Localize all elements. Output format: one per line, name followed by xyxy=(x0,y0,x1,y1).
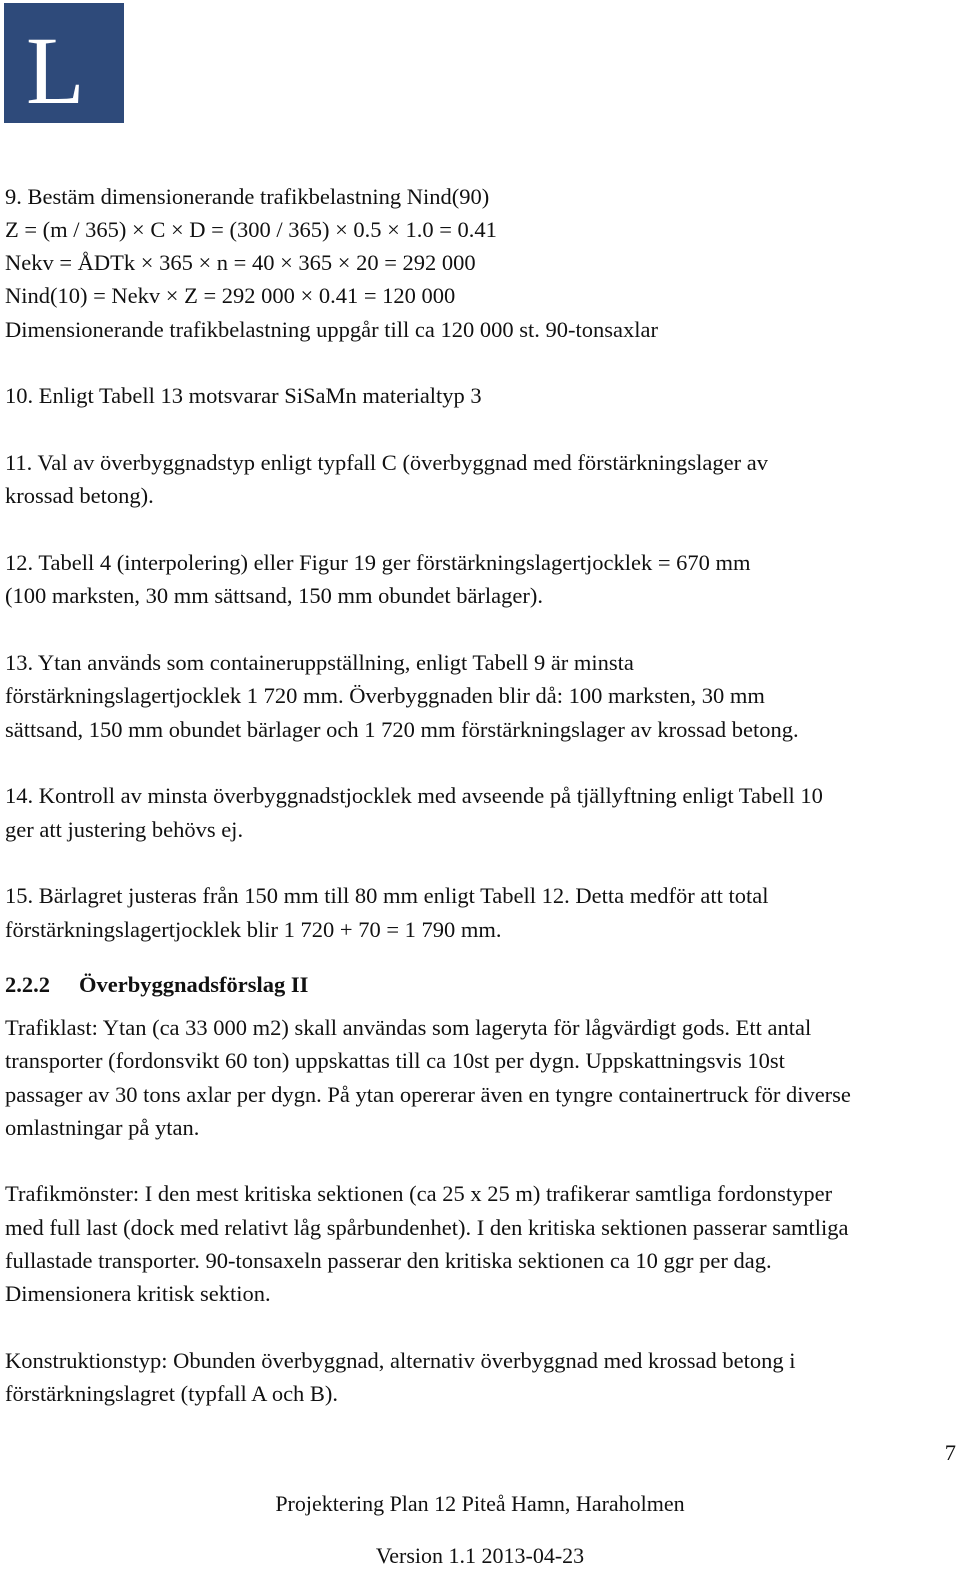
step-11-line-2: krossad betong). xyxy=(5,483,154,508)
step-11-line-1: 11. Val av överbyggnadstyp enligt typfall C (överbyggnad med förstärkningslager av xyxy=(5,450,768,475)
step-15-line-1: 15. Bärlagret justeras från 150 mm till 80 mm enligt Tabell 12. Detta medför att total xyxy=(5,883,769,908)
formula-nind: Nind(10) = Nekv × Z = 292 000 × 0.41 = 120 000 xyxy=(5,283,456,308)
trafikmonster-line-2: med full last (dock med relativt låg spårbundenhet). I den kritiska sektionen passerar samtliga xyxy=(5,1215,849,1240)
trafiklast-line-2: transporter (fordonsvikt 60 ton) uppskattas till ca 10st per dygn. Uppskattningsvis 10st xyxy=(5,1048,785,1073)
logo-letter-l-icon xyxy=(4,3,124,123)
section-number: 2.2.2 xyxy=(5,972,50,997)
step-9-conclusion: Dimensionerande trafikbelastning uppgår till ca 120 000 st. 90-tonsaxlar xyxy=(5,317,658,342)
section-title: Överbyggnadsförslag II xyxy=(79,972,309,997)
trafikmonster-line-4: Dimensionera kritisk sektion. xyxy=(5,1281,271,1306)
trafiklast-line-1: Trafiklast: Ytan (ca 33 000 m2) skall användas som lageryta för lågvärdigt gods. Ett antal xyxy=(5,1015,812,1040)
step-12-line-2: (100 marksten, 30 mm sättsand, 150 mm obundet bärlager). xyxy=(5,583,544,608)
step-9-title: 9. Bestäm dimensionerande trafikbelastning Nind(90) xyxy=(5,184,490,209)
trafiklast-line-4: omlastningar på ytan. xyxy=(5,1115,200,1140)
trafikmonster-line-1: Trafikmönster: I den mest kritiska sektionen (ca 25 x 25 m) trafikerar samtliga fordonstyper xyxy=(5,1181,833,1206)
formula-nekv: Nekv = ÅDTk × 365 × n = 40 × 365 × 20 = 292 000 xyxy=(5,250,476,275)
step-10: 10. Enligt Tabell 13 motsvarar SiSaMn materialtyp 3 xyxy=(5,383,482,408)
step-13-line-3: sättsand, 150 mm obundet bärlager och 1 720 mm förstärkningslager av krossad betong. xyxy=(5,717,799,742)
step-15-line-2: förstärkningslagertjocklek blir 1 720 + 70 = 1 790 mm. xyxy=(5,917,502,942)
trafikmonster-line-3: fullastade transporter. 90-tonsaxeln passerar den kritiska sektionen ca 10 ggr per dag. xyxy=(5,1248,772,1273)
trafiklast-line-3: passager av 30 tons axlar per dygn. På ytan opererar även en tyngre containertruck för diverse xyxy=(5,1082,851,1107)
footer-project: Projektering Plan 12 Piteå Hamn, Haraholmen xyxy=(275,1491,685,1516)
step-14-line-2: ger att justering behövs ej. xyxy=(5,817,244,842)
step-14-line-1: 14. Kontroll av minsta överbyggnadstjocklek med avseende på tjällyftning enligt Tabell 10 xyxy=(5,783,823,808)
formula-z: Z = (m / 365) × C × D = (300 / 365) × 0.5 × 1.0 = 0.41 xyxy=(5,217,497,242)
footer-version: Version 1.1 2013-04-23 xyxy=(375,1543,585,1568)
konstruktionstyp-line-2: förstärkningslagret (typfall A och B). xyxy=(5,1381,339,1406)
step-13-line-1: 13. Ytan används som containeruppställning, enligt Tabell 9 är minsta xyxy=(5,650,634,675)
page-number: 7 xyxy=(944,1440,956,1465)
konstruktionstyp-line-1: Konstruktionstyp: Obunden överbyggnad, alternativ överbyggnad med krossad betong i xyxy=(5,1348,796,1373)
section-heading xyxy=(5,972,308,998)
svg-text:L: L xyxy=(26,17,85,123)
step-12-line-1: 12. Tabell 4 (interpolering) eller Figur 19 ger förstärkningslagertjocklek = 670 mm xyxy=(5,550,751,575)
company-logo xyxy=(4,3,124,123)
step-13-line-2: förstärkningslagertjocklek 1 720 mm. Överbyggnaden blir då: 100 marksten, 30 mm xyxy=(5,683,765,708)
